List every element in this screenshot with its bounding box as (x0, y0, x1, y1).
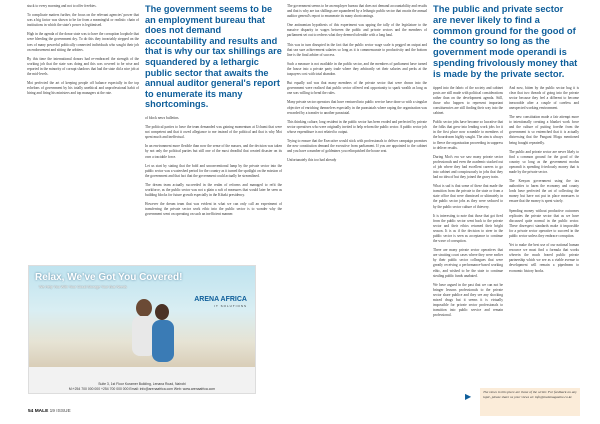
paragraph: tipped into the fabric of the society and cabinet posts are still made with political considerations rather than on the development agenda. Still, those who happen to represent important constituencies are still finding their way into the cabinet. (433, 85, 503, 116)
paragraph: The political parties to have the team demanded was gaining momentum at Uchumi that were not competent and that it owed allegiance to me instead of the political and that is why Moi spent much and ineffectual. (145, 125, 282, 140)
paragraph: The government seems to be an employer bureau that does not demand accountability and results and that is why are tax shillings are squandered by a lethargic public sector that awaits the annual auditor general's report to enumerate its many shortcomings. (287, 4, 427, 19)
ad-contact-details: M:+254 700 000 000 +254 700 000 000 Email: info@arenaafrica.com Web: www.arenaafrica.com (68, 387, 216, 391)
people-photo-icon (124, 294, 180, 374)
paragraph: Trying to ensure that the Executive would stick with professionals to deliver campaign promises the new constitution demand the executive from parliament. If you are appointed to the cabinet and you have a number of goldmines you relinquished the house seat. (287, 138, 427, 154)
paragraph: Many private sector operators that have ventured into public service have done so with a singular objective of enriching themselves especially in the parastatals where raping the organisation was rewarded by a transfer to another parastatal. (287, 100, 427, 115)
ad-brand-name: ARENA AFRICA (194, 296, 247, 303)
page-footer (28, 409, 71, 414)
paragraph: What is sad is that some of these that made the transition from the private to the state or from a state office that were dismissed or ultimately in the public sector jobs as they were seduced to by the public sector culture of thievery. (433, 184, 503, 209)
ad-brand-tag: IT SOLUTIONS (214, 304, 247, 308)
column-1 (27, 4, 139, 100)
paragraph: The Kenyan government using the tax authorities to harm the economy and county lords have perfected the art of collecting the money but have not put in place measures to ensure that the money is spent wisely. (509, 179, 579, 204)
paragraph: stuck to every morning and not to offer freebies. (27, 4, 97, 8)
paragraph: Spending money without productive outcomes replicates the private sector that as we have discussed quite normal in the public sector. These disrespect standards make it impossible for a private sector operative to succeed in the public sector unless they embrace corruption. (509, 208, 579, 239)
paragraph: Public sector jobs have become so lucrative that the folks that grew into lending work jobs for it in the first place now scramble to members of the boardroom highly sought. The aim is always to fleece the organisation proceeding in suppress to deliver results. (433, 120, 503, 150)
ad-title: Relax, We've Got You Covered! (35, 272, 183, 283)
paragraph: However the dream team that was evident in what we can only call an experiment of transferring the private sector work ethic into the public sector is to wonder why the government went on operating on such an inefficient manner. (145, 202, 282, 217)
paragraph: There are many private sector operatives that are strutting court cases where they were earlier by their public sector colleagues that were greatly receiving a performance-based working ethic, and wished to be the state to continue stealing public funds unabated. (433, 248, 503, 278)
paragraph: High in the agenda of the donor state was to have the corruption loophole that were bleeding the government dry. To do this they invariably stepped on the toes of many powerful politically connected individuals who sought their job on endorsement and sitting the arbiters. (27, 32, 139, 52)
paragraph: The new constitution made a fair attempt more to intentionally creating a blanket work force and the culture of putting forethe from the government is so entrenched that it is actually distressing that the Panguni Mogu mentioned being fraught repeatedly. (509, 115, 579, 145)
paragraph: The public and private sector are never likely to find a common ground for the good of the country so long as the government modus operandi is spending frivolously money that is made by the private sector. (509, 149, 579, 174)
author-note-box: The views in this piece are those of the writer. For feedback on any topic, please share us your views at: info@malemagazine.co.ke (480, 388, 580, 416)
paragraph: This was in turn disrupted in the fact that the public sector wage scale is pegged on output and that sea sure achievement salaries so long as it is commensurate to productivity and the bottom line is the final arbiter of success. (287, 42, 427, 57)
paragraph: Yet to make the best use of our national human resource we must find a formula that works wherein the much feared public private partnership which we see as a viable avenue to development will remain a pipedream to economic history books. (509, 243, 579, 273)
paragraph: To complicate matters further, the focus on the relevant agencies' power that was a big factor was shown to be far from a meaningful or realistic chain of institutions in which the state's power is legitimised. (27, 13, 139, 28)
magazine-name: MALE (34, 409, 49, 414)
advertisement[interactable] (28, 265, 256, 394)
paragraph: This thinking culture, long resident in the public sector has been eroded and perfected by private sector operatives who were originally invited to help reform the public sector. A public sector job whose expenditure is not related to output. (287, 119, 427, 134)
paragraph: The dream team actually succeeded in the realm of reforms and managed to refit the workforce, as the public sector was not a plain a raft of measures that would later be seen as building blocks for future growth especially in the Kibaki presidency. (145, 182, 282, 198)
column-4 (433, 4, 579, 322)
paragraph: One antinomian hypothesis of this experiment was upping the tally of the legislature to the massive disparity in wages between the public and private sectors and the members of parliament set out to redress what they deemed tolerable with a long haul. (287, 23, 427, 38)
issue-label: 19 ISSUE (49, 409, 71, 414)
paragraph: In an environment more flexible than now the sense of the masses, and the decision was taken by not only the political parties but still one of the most dreadful that created disaster on its own a tractable force. (145, 144, 282, 159)
page-number: 54 (28, 409, 34, 414)
paragraph: Unfortunately this too had already (287, 158, 337, 163)
paragraph: Let us start by stating that the bold and unconventional lamp by the private sector into the public sector was a watershed period for the country as it turned the spotlight on the mission of the government and that fact that the government could actually be streamlined. (145, 163, 282, 178)
arrow-right-icon: ▶ (465, 392, 472, 401)
paragraph: By this time the international donors had re-embraced the strength of the working job that the state was doing and this was covered to be wise and reported in the minority of corrupt shadows that had the state did a nice job at the mid-levels. (27, 56, 139, 77)
paragraph: We have argued in the past that we can not be bringer lessons professionals to the private sector share publice and they see any shocking mixed drugs but it seems it is virtually impossible for private sector professionals to transition into public service and remain professional. (433, 282, 503, 318)
ad-subtitle: We Help You With Your Cloud Storage Your Bus Needs (39, 285, 127, 289)
column-2 (145, 4, 282, 221)
paragraph: It is interesting to note that those that got fired from the public sector went back to the private sector and their ethics returned their bright season. It is as if the decision to steer in the public sector is seen as acceptance to continue the wave of corruption. (433, 213, 503, 244)
paragraph: of block news bulletins. (145, 115, 180, 120)
ad-brand-logo (194, 296, 247, 310)
pull-quote-headline: The government seems to be an employment bureau that does not demand accountability and results and that is why our tax shillings are squandered by a lethargic public sector that awaits the annual auditor general's report to enumerate its many shortcomings. (145, 4, 282, 110)
paragraph: Moi perfected the art of keeping people off balance especially in the top echelons of government by his totally unethical and unprofessional habit of hiring and firing his ministers and top managers at the rate. (27, 81, 139, 96)
paragraph: During Moi's era we saw many private sector professionals and even the academic stacked out of job where they had excellent careers to go into cabinet and conspicuously in jobs that they had no idea of but they joined the gravy train. (433, 154, 503, 180)
paragraph: Such a measure is not available in the public sector, and the members of parliament have turned the house into a private party trade where they arbitrarily set their salaries and perks at the taxpayers cost with total abandon. (287, 61, 427, 77)
column-3 (287, 4, 427, 167)
ad-address: Suite 3, 1st Floor Kuramer Building, Lenana Road, Nairobi (98, 382, 186, 386)
paragraph: And now, bitten by the public sector bug it is clear that two threads of going into the private sector because they feel a different to become inexorable after a couple of careless and unexpected working environment. (509, 85, 579, 110)
pull-quote-headline-right: The public and private sector are never likely to find a common ground for the good of the country so long as the government mode operandi is spending frivolously money that is made by the private sector. (433, 3, 578, 79)
paragraph: But equally sad was that many members of the private sector that were drawn into the government were realised that public sector offered real opportunity to spark wealth as long as one was willing to bend the rules. (287, 81, 427, 96)
